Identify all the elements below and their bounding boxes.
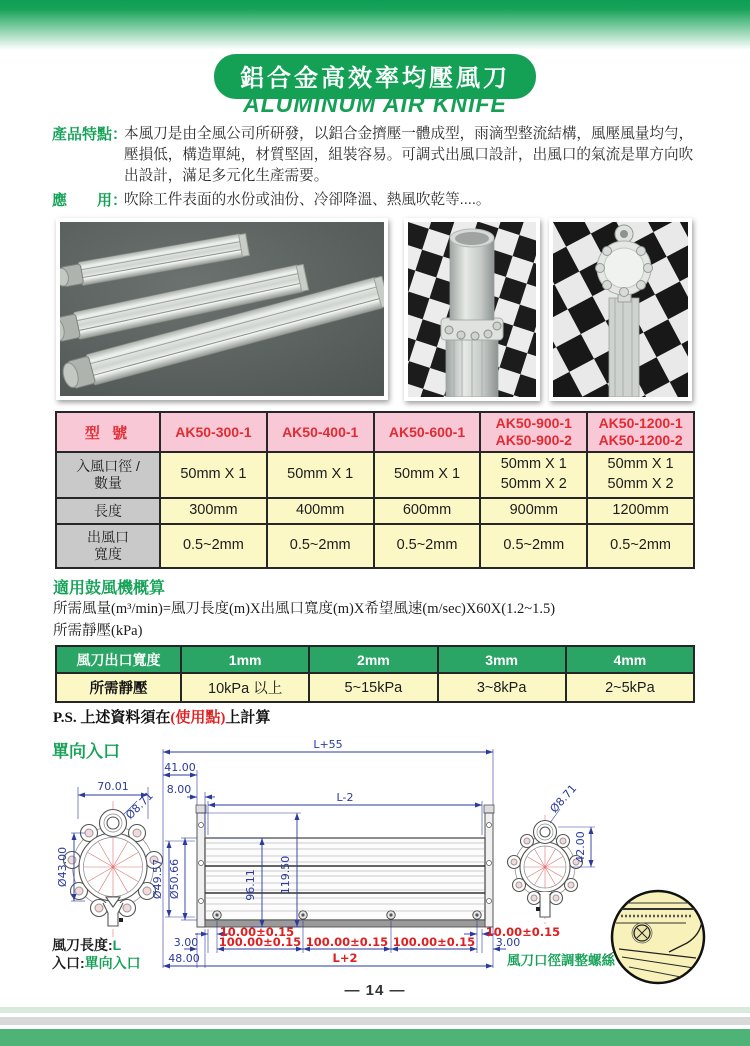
dim-42: 42.00 [574,831,587,863]
spec-model-cell [374,412,481,452]
model-name: AK50-1200-1 [598,415,683,432]
spec-cell: 300mm [160,498,267,524]
spec-cell: 0.5~2mm [160,524,267,568]
spec-cell: 900mm [480,498,587,524]
spec-cell: 50mm X 1 [374,452,481,498]
spec-table [55,411,695,569]
end-view-photo-graphic [553,222,688,397]
ps-suffix: 上計算 [225,710,271,726]
footer-stripe-gray [0,1017,750,1025]
blower-header-cell: 1mm [181,646,309,673]
spec-cell: 50mm X 1 [160,452,267,498]
blower-header-cell: 3mm [438,646,566,673]
spec-cell: 0.5~2mm [587,524,694,568]
features-paragraph [52,124,700,187]
right-cross-section [508,782,596,927]
dim-119-50: 119.50 [279,855,292,895]
spec-row-inlet [56,452,694,498]
airflow-formula: 所需風量(m³/min)=風刀長度(m)X出風口寬度(m)X希望風速(m/sec)X60X(1.2~1.5) [53,601,556,617]
top-gradient-band [0,0,750,52]
spec-cell: 0.5~2mm [480,524,587,568]
page-number: — 14 — [344,982,406,999]
left-cross-section [56,780,163,939]
model-name: AK50-600-1 [388,423,466,440]
inlet-note [52,953,141,973]
spec-model-cell [267,412,374,452]
page-subtitle-en: ALUMINUM AIR KNIFE [243,91,507,117]
length-value: L [112,937,122,953]
application-paragraph [52,190,700,211]
air-knives-photo-graphic [60,222,384,396]
application-text: 吹除工件表面的水份或油份、冷卻降溫、熱風吹乾等....。 [124,192,491,208]
spec-cell: 50mm X 1 [267,452,374,498]
dim-3-left: 3.00 [173,936,199,949]
blower-row-label: 所需靜壓 [56,673,181,702]
ps-prefix: P.S. 上述資料須在 [53,710,171,726]
model-name: AK50-300-1 [175,423,252,440]
blower-section-heading: 適用鼓風機概算 [53,580,166,597]
spec-cell: 0.5~2mm [374,524,481,568]
dim-8: 8.00 [166,783,192,796]
technical-drawing [45,735,750,985]
inlet-label: 入口: [52,955,85,971]
blower-header-cell: 4mm [566,646,694,673]
dim-l-plus-2: L+2 [332,951,358,965]
dim-l-minus-2: L-2 [336,791,354,804]
page-title: 鋁合金高效率均壓風刀 [214,54,536,99]
model-name: AK50-900-1 [495,415,572,432]
dim-10-left: 10.00±0.15 [219,925,295,939]
features-label: 產品特點： [52,126,128,143]
ps-highlight: (使用點) [170,710,226,726]
model-name: AK50-1200-2 [598,432,683,448]
blower-header-cell: 2mm [309,646,437,673]
dim-41: 41.00 [164,761,196,774]
dim-100-c: 100.00±0.15 [392,935,476,949]
spec-cell: 0.5~2mm [267,524,374,568]
spec-cell: 50mm X 1 50mm X 2 [587,452,694,498]
dim-3-right: 3.00 [495,936,521,949]
dim-96-11: 96.11 [244,869,257,901]
dim-70-01: 70.01 [97,780,129,793]
dim-dia-49-57: Ø49.57 [151,858,164,900]
dim-48: 48.00 [168,952,200,965]
blower-value-cell: 3~8kPa [438,673,566,702]
spec-model-cell [160,412,267,452]
spec-cell: 600mm [374,498,481,524]
screw-note-label: 風刀口徑調整螺絲 [507,953,615,968]
knife-length-note [52,935,121,955]
blower-value-cell: 10kPa 以上 [181,673,309,702]
spec-row-label: 出風口 寬度 [56,524,160,568]
blower-value-cell: 5~15kPa [309,673,437,702]
spec-model-cell [480,412,587,452]
spec-corner-cell: 型 號 [56,412,160,452]
spec-model-cell [587,412,694,452]
spec-cell: 50mm X 1 50mm X 2 [480,452,587,498]
model-name: AK50-900-2 [495,432,572,448]
blower-header-cell: 風刀出口寬度 [56,646,181,673]
spec-row-outlet [56,524,694,568]
spec-row-length [56,498,694,524]
photo-air-knives-group [56,218,388,400]
side-view-body [151,738,560,968]
application-label: 應 用： [52,192,128,209]
dim-dia-43: Ø43.00 [56,846,69,888]
dim-100-a: 100.00±0.15 [218,935,302,949]
spec-cell: 1200mm [587,498,694,524]
photo-end-view [549,218,692,401]
footer-stripe-light [0,1007,750,1013]
ps-note [53,706,270,727]
photo-inlet-closeup [404,218,540,401]
model-name: AK50-400-1 [282,423,359,440]
dim-dia-8-71-left: Ø8.71 [123,789,156,822]
features-text: 本風刀是由全風公司所研發，以鋁合金擠壓一體成型，雨滴型整流結構，風壓風量均勻，壓損低，構造單純，材質堅固，組裝容易。可調式出風口設計，出風口的氣流是單方向吹出設計，滿足多元化生產需要。 [124,126,694,184]
static-pressure-label: 所需靜壓(kPa) [53,623,143,639]
dim-l-plus-55: L+55 [313,738,343,751]
drawing-heading: 單向入口 [52,742,120,761]
spec-row-label: 入風口徑 / 數量 [56,452,160,498]
blower-value-cell: 2~5kPa [566,673,694,702]
dim-dia-50-66: Ø50.66 [168,858,181,900]
length-label: 風刀長度: [52,937,113,953]
spec-cell: 400mm [267,498,374,524]
spec-row-label: 長度 [56,498,160,524]
dim-dia-8-71-right: Ø8.71 [547,781,580,816]
footer-green-bar [0,1029,750,1046]
dim-10-right: 10.00±0.15 [485,925,561,939]
dim-100-b: 100.00±0.15 [305,935,389,949]
inlet-photo-graphic [408,222,536,397]
blower-table [55,645,695,703]
inlet-value: 單向入口 [84,955,141,971]
